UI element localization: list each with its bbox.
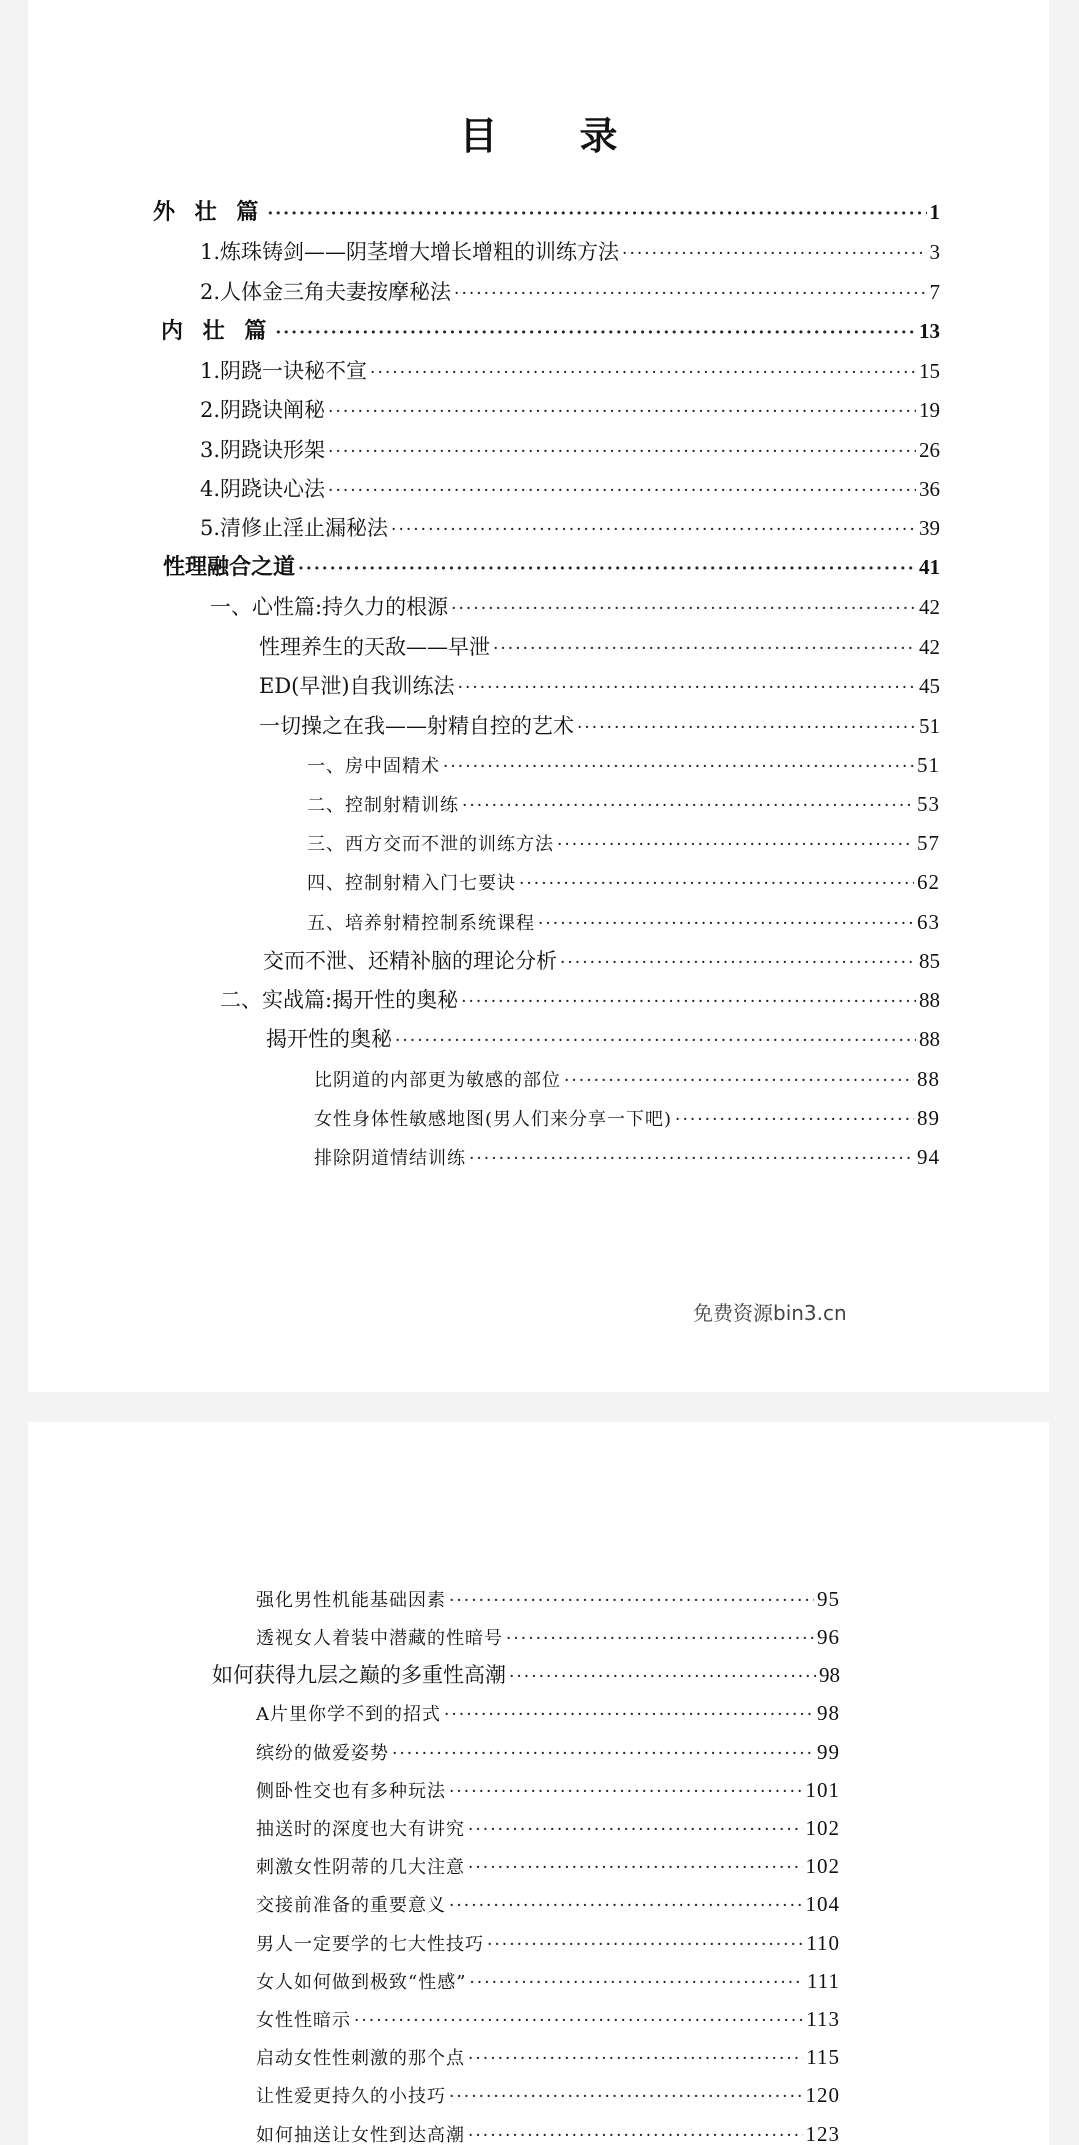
toc-entry xyxy=(200,235,940,269)
toc-entry xyxy=(259,630,940,664)
toc-entry xyxy=(259,669,940,703)
toc-entry-title: 交接前准备的重要意义 xyxy=(256,1895,446,1916)
toc-entry xyxy=(161,314,940,348)
toc-entry-title: 抽送时的深度也大有讲究 xyxy=(256,1819,465,1840)
toc-entry-page-number: 95 xyxy=(817,1587,840,1611)
toc-entry-title: 三、西方交而不泄的训练方法 xyxy=(307,834,554,855)
toc-entry-page-number: 53 xyxy=(917,792,940,816)
toc-entry-page-number: 42 xyxy=(919,635,940,659)
toc-entry-title: 强化男性机能基础因素 xyxy=(256,1590,446,1611)
dot-leader xyxy=(468,2042,803,2076)
toc-entry-page-number: 41 xyxy=(919,555,940,579)
toc-entry-title: 女性性暗示 xyxy=(256,2010,351,2031)
toc-entry-title: 4.阴跷诀心法 xyxy=(200,477,326,501)
toc-entry xyxy=(153,195,940,229)
toc-entry-page-number: 51 xyxy=(917,753,940,777)
toc-entry xyxy=(314,1101,940,1135)
dot-leader xyxy=(449,1584,814,1618)
toc-entry-page-number: 111 xyxy=(807,1969,840,1993)
toc-entry-page-number: 36 xyxy=(919,477,940,501)
toc-entry-title: 侧卧性交也有多种玩法 xyxy=(256,1781,446,1802)
dot-leader xyxy=(538,907,914,941)
toc-entry-page-number: 51 xyxy=(919,714,940,738)
toc-entry-title: 一、心性篇:持久力的根源 xyxy=(210,595,449,619)
document-page-1 xyxy=(28,0,1049,1392)
dot-leader xyxy=(391,513,916,547)
dot-leader xyxy=(443,750,914,784)
dot-leader xyxy=(462,789,914,823)
toc-entry-page-number: 3 xyxy=(929,240,940,264)
toc-entry-page-number: 19 xyxy=(919,398,940,422)
toc-entry xyxy=(307,905,940,939)
toc-entry xyxy=(200,511,940,545)
toc-entry xyxy=(212,1658,840,1692)
toc-entry xyxy=(256,1620,840,1654)
toc-entry-page-number: 89 xyxy=(917,1106,940,1130)
toc-entry-page-number: 13 xyxy=(919,319,940,343)
dot-leader xyxy=(493,632,916,666)
toc-entry-page-number: 98 xyxy=(817,1701,840,1725)
dot-leader xyxy=(564,1064,914,1098)
toc-entry-title: ED(早泄)自我训练法 xyxy=(259,674,455,698)
toc-entry-title: 女人如何做到极致“性感” xyxy=(256,1972,467,1993)
toc-entry-page-number: 45 xyxy=(919,674,940,698)
toc-entry-title: 缤纷的做爱姿势 xyxy=(256,1743,389,1764)
toc-entry-page-number: 104 xyxy=(805,1892,840,1916)
toc-entry xyxy=(200,393,940,427)
toc-entry-page-number: 115 xyxy=(806,2045,840,2069)
toc-entry-page-number: 26 xyxy=(919,438,940,462)
toc-entry-title: 交而不泄、还精补脑的理论分析 xyxy=(263,949,557,973)
toc-entry-title: 一、房中固精术 xyxy=(307,756,440,777)
dot-leader xyxy=(468,1851,803,1885)
dot-leader xyxy=(395,1024,916,1058)
dot-leader xyxy=(469,1966,804,2000)
dot-leader xyxy=(469,1142,914,1176)
toc-entry xyxy=(307,826,940,860)
toc-entry-page-number: 110 xyxy=(806,1931,840,1955)
toc-entry-title: 如何抽送让女性到达高潮 xyxy=(256,2125,465,2145)
toc-entry-page-number: 101 xyxy=(805,1778,840,1802)
toc-entry xyxy=(256,1811,840,1845)
toc-entry-title: 1.炼珠铸剑——阴茎增大增长增粗的训练方法 xyxy=(200,240,620,264)
toc-entry-title: 2.人体金三角夫妻按摩秘法 xyxy=(200,280,452,304)
toc-entry xyxy=(256,1887,840,1921)
toc-entry xyxy=(263,944,940,978)
dot-leader xyxy=(451,592,916,626)
toc-entry xyxy=(256,1964,840,1998)
toc-entry xyxy=(256,2078,840,2112)
watermark-text: 免费资源bin3.cn xyxy=(693,1301,847,1325)
toc-entry xyxy=(256,1849,840,1883)
toc-entry xyxy=(256,1582,840,1616)
toc-list-page-1 xyxy=(28,0,1049,1392)
toc-entry-title: 内 壮 篇 xyxy=(161,318,273,344)
toc-entry xyxy=(266,1022,940,1056)
dot-leader xyxy=(449,2080,803,2114)
toc-entry-title: 揭开性的奥秘 xyxy=(266,1027,392,1051)
dot-leader xyxy=(622,237,926,271)
toc-entry-title: A片里你学不到的招式 xyxy=(256,1704,441,1725)
toc-entry-page-number: 39 xyxy=(919,516,940,540)
dot-leader xyxy=(298,552,916,586)
dot-leader xyxy=(509,1660,816,1694)
toc-entry-page-number: 42 xyxy=(919,595,940,619)
dot-leader xyxy=(328,435,916,469)
toc-title: 目 录 xyxy=(459,113,640,158)
dot-leader xyxy=(444,1698,814,1732)
dot-leader xyxy=(354,2004,803,2038)
toc-entry xyxy=(256,1735,840,1769)
toc-entry xyxy=(256,1926,840,1960)
toc-entry-title: 3.阴跷诀形架 xyxy=(200,438,326,462)
toc-entry-title: 二、控制射精训练 xyxy=(307,795,459,816)
dot-leader xyxy=(454,277,926,311)
toc-entry xyxy=(314,1062,940,1096)
toc-entry-title: 性理融合之道 xyxy=(163,554,296,580)
toc-entry-title: 二、实战篇:揭开性的奥秘 xyxy=(220,988,459,1012)
toc-entry-page-number: 88 xyxy=(917,1067,940,1091)
toc-entry-title: 外 壮 篇 xyxy=(153,199,265,225)
toc-entry xyxy=(200,275,940,309)
dot-leader xyxy=(370,356,916,390)
toc-entry-page-number: 120 xyxy=(805,2083,840,2107)
toc-entry-page-number: 1 xyxy=(929,200,940,224)
dot-leader xyxy=(392,1737,814,1771)
toc-entry-title: 排除阴道情结训练 xyxy=(314,1148,466,1169)
dot-leader xyxy=(449,1889,803,1923)
toc-entry xyxy=(256,1696,840,1730)
toc-entry-title: 比阴道的内部更为敏感的部位 xyxy=(314,1070,561,1091)
toc-entry-page-number: 123 xyxy=(805,2122,840,2145)
toc-entry-title: 五、培养射精控制系统课程 xyxy=(307,913,535,934)
toc-entry-title: 一切操之在我——射精自控的艺术 xyxy=(259,714,574,738)
toc-entry-page-number: 96 xyxy=(817,1625,840,1649)
dot-leader xyxy=(487,1928,803,1962)
toc-entry xyxy=(200,472,940,506)
dot-leader xyxy=(449,1775,803,1809)
dot-leader xyxy=(461,985,916,1019)
toc-entry-page-number: 63 xyxy=(917,910,940,934)
toc-entry-page-number: 88 xyxy=(919,988,940,1012)
dot-leader xyxy=(506,1622,814,1656)
toc-entry-title: 女性身体性敏感地图(男人们来分享一下吧) xyxy=(314,1109,673,1130)
toc-entry-page-number: 15 xyxy=(919,359,940,383)
toc-entry-page-number: 102 xyxy=(805,1854,840,1878)
toc-entry xyxy=(307,748,940,782)
toc-entry xyxy=(259,709,940,743)
toc-entry-title: 2.阴跷诀阐秘 xyxy=(200,398,326,422)
toc-entry-page-number: 57 xyxy=(917,831,940,855)
dot-leader xyxy=(328,474,916,508)
toc-entry-page-number: 102 xyxy=(805,1816,840,1840)
toc-entry xyxy=(256,2040,840,2074)
toc-entry-title: 1.阴跷一诀秘不宣 xyxy=(200,359,368,383)
toc-entry-title: 如何获得九层之巅的多重性高潮 xyxy=(212,1663,506,1687)
toc-entry xyxy=(220,983,940,1017)
dot-leader xyxy=(458,671,916,705)
toc-entry xyxy=(314,1140,940,1174)
toc-entry-title: 让性爱更持久的小技巧 xyxy=(256,2086,446,2107)
toc-entry-title: 刺激女性阴蒂的几大注意 xyxy=(256,1857,465,1878)
toc-entry-page-number: 99 xyxy=(817,1740,840,1764)
toc-entry-page-number: 85 xyxy=(919,949,940,973)
toc-entry-page-number: 94 xyxy=(917,1145,940,1169)
toc-entry xyxy=(163,550,940,584)
dot-leader xyxy=(468,2119,803,2145)
toc-entry-title: 男人一定要学的七大性技巧 xyxy=(256,1934,484,1955)
dot-leader xyxy=(267,197,926,231)
toc-entry xyxy=(200,354,940,388)
dot-leader xyxy=(560,946,916,980)
toc-entry-title: 性理养生的天敌——早泄 xyxy=(259,635,490,659)
toc-entry-page-number: 7 xyxy=(929,280,940,304)
toc-entry xyxy=(307,865,940,899)
toc-entry xyxy=(200,433,940,467)
toc-entry xyxy=(307,787,940,821)
dot-leader xyxy=(328,395,916,429)
dot-leader xyxy=(557,828,914,862)
toc-entry-page-number: 98 xyxy=(819,1663,840,1687)
toc-entry-title: 透视女人着装中潜藏的性暗号 xyxy=(256,1628,503,1649)
dot-leader xyxy=(577,711,916,745)
toc-entry-page-number: 88 xyxy=(919,1027,940,1051)
toc-entry-page-number: 62 xyxy=(917,870,940,894)
toc-entry-title: 5.清修止淫止漏秘法 xyxy=(200,516,389,540)
toc-entry xyxy=(256,1773,840,1807)
toc-entry-page-number: 113 xyxy=(806,2007,840,2031)
dot-leader xyxy=(468,1813,803,1847)
toc-entry-title: 四、控制射精入门七要诀 xyxy=(307,873,516,894)
toc-entry xyxy=(256,2117,840,2145)
dot-leader xyxy=(675,1103,914,1137)
toc-entry xyxy=(210,590,940,624)
dot-leader xyxy=(519,867,914,901)
document-page-2 xyxy=(28,1422,1049,2145)
toc-entry-title: 启动女性性刺激的那个点 xyxy=(256,2048,465,2069)
toc-list-page-2 xyxy=(28,1422,1049,2145)
dot-leader xyxy=(275,316,916,350)
toc-entry xyxy=(256,2002,840,2036)
